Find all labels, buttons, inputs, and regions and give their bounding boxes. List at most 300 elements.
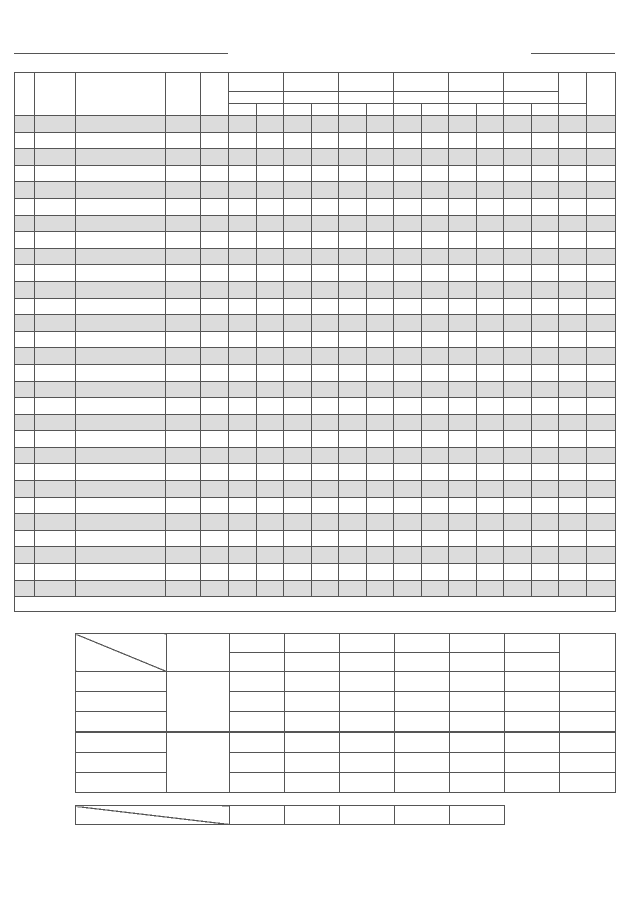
total-score-cell[interactable]: [559, 116, 587, 133]
age-cell[interactable]: [166, 364, 201, 381]
total-score-cell[interactable]: [559, 481, 587, 498]
staff-id-cell[interactable]: [35, 132, 76, 149]
stats-value-cell[interactable]: [505, 672, 560, 692]
total-eval-cell[interactable]: [587, 364, 616, 381]
name-cell[interactable]: [76, 215, 166, 232]
stats-value-cell[interactable]: [560, 773, 616, 793]
score-cell[interactable]: [257, 116, 284, 133]
score-cell[interactable]: [312, 315, 339, 332]
record-cell[interactable]: [229, 564, 257, 581]
score-cell[interactable]: [367, 215, 394, 232]
staff-id-cell[interactable]: [35, 464, 76, 481]
record-cell[interactable]: [504, 398, 532, 415]
record-cell[interactable]: [394, 398, 422, 415]
record-cell[interactable]: [284, 447, 312, 464]
total-score-cell[interactable]: [559, 364, 587, 381]
record-cell[interactable]: [449, 481, 477, 498]
total-score-cell[interactable]: [559, 381, 587, 398]
staff-id-cell[interactable]: [35, 381, 76, 398]
score-cell[interactable]: [532, 364, 559, 381]
score-cell[interactable]: [367, 331, 394, 348]
record-cell[interactable]: [394, 514, 422, 531]
name-cell[interactable]: [76, 132, 166, 149]
record-cell[interactable]: [284, 497, 312, 514]
score-cell[interactable]: [477, 265, 504, 282]
score-cell[interactable]: [312, 132, 339, 149]
record-cell[interactable]: [229, 497, 257, 514]
score-cell[interactable]: [532, 431, 559, 448]
score-cell[interactable]: [477, 132, 504, 149]
record-cell[interactable]: [394, 281, 422, 298]
record-cell[interactable]: [339, 198, 367, 215]
score-cell[interactable]: [312, 248, 339, 265]
name-cell[interactable]: [76, 116, 166, 133]
age-cell[interactable]: [166, 298, 201, 315]
record-cell[interactable]: [284, 348, 312, 365]
total-score-cell[interactable]: [559, 414, 587, 431]
score-cell[interactable]: [477, 232, 504, 249]
total-eval-cell[interactable]: [587, 547, 616, 564]
record-cell[interactable]: [449, 414, 477, 431]
score-cell[interactable]: [367, 381, 394, 398]
record-cell[interactable]: [229, 464, 257, 481]
total-score-cell[interactable]: [559, 149, 587, 166]
record-cell[interactable]: [504, 414, 532, 431]
record-cell[interactable]: [504, 116, 532, 133]
name-cell[interactable]: [76, 580, 166, 597]
gender-cell[interactable]: [201, 331, 229, 348]
stats-value-cell[interactable]: [505, 773, 560, 793]
record-cell[interactable]: [449, 315, 477, 332]
record-cell[interactable]: [394, 364, 422, 381]
score-cell[interactable]: [312, 149, 339, 166]
age-cell[interactable]: [166, 215, 201, 232]
total-eval-cell[interactable]: [587, 414, 616, 431]
score-cell[interactable]: [312, 182, 339, 199]
staff-id-cell[interactable]: [35, 348, 76, 365]
stats-value-cell[interactable]: [505, 753, 560, 773]
stats-value-cell[interactable]: [450, 672, 505, 692]
stats-value-cell[interactable]: [285, 773, 340, 793]
record-cell[interactable]: [284, 431, 312, 448]
age-cell[interactable]: [166, 580, 201, 597]
record-cell[interactable]: [284, 547, 312, 564]
score-cell[interactable]: [477, 298, 504, 315]
stats-value-cell[interactable]: [395, 753, 450, 773]
age-cell[interactable]: [166, 331, 201, 348]
score-cell[interactable]: [367, 564, 394, 581]
total-eval-cell[interactable]: [587, 132, 616, 149]
score-cell[interactable]: [532, 182, 559, 199]
score-cell[interactable]: [532, 530, 559, 547]
score-cell[interactable]: [422, 198, 449, 215]
record-cell[interactable]: [229, 348, 257, 365]
gender-cell[interactable]: [201, 116, 229, 133]
stats-value-cell[interactable]: [450, 773, 505, 793]
record-cell[interactable]: [339, 315, 367, 332]
record-cell[interactable]: [339, 348, 367, 365]
score-cell[interactable]: [422, 215, 449, 232]
name-cell[interactable]: [76, 248, 166, 265]
record-cell[interactable]: [284, 232, 312, 249]
record-cell[interactable]: [339, 232, 367, 249]
record-cell[interactable]: [284, 165, 312, 182]
name-cell[interactable]: [76, 149, 166, 166]
record-cell[interactable]: [284, 514, 312, 531]
score-cell[interactable]: [257, 315, 284, 332]
gender-cell[interactable]: [201, 165, 229, 182]
total-score-cell[interactable]: [559, 315, 587, 332]
total-eval-cell[interactable]: [587, 580, 616, 597]
record-cell[interactable]: [449, 398, 477, 415]
score-cell[interactable]: [422, 580, 449, 597]
score-cell[interactable]: [532, 580, 559, 597]
score-cell[interactable]: [477, 464, 504, 481]
stats-value-cell[interactable]: [505, 692, 560, 712]
stats-value-cell[interactable]: [230, 732, 285, 753]
record-cell[interactable]: [504, 331, 532, 348]
record-cell[interactable]: [284, 182, 312, 199]
record-cell[interactable]: [449, 364, 477, 381]
name-cell[interactable]: [76, 281, 166, 298]
record-cell[interactable]: [339, 281, 367, 298]
name-cell[interactable]: [76, 298, 166, 315]
stats-value-cell[interactable]: [395, 672, 450, 692]
score-cell[interactable]: [532, 248, 559, 265]
record-cell[interactable]: [229, 530, 257, 547]
record-cell[interactable]: [504, 182, 532, 199]
gender-cell[interactable]: [201, 265, 229, 282]
score-cell[interactable]: [477, 514, 504, 531]
record-cell[interactable]: [394, 497, 422, 514]
total-score-cell[interactable]: [559, 564, 587, 581]
record-cell[interactable]: [229, 514, 257, 531]
stats-value-cell[interactable]: [505, 712, 560, 733]
score-cell[interactable]: [477, 248, 504, 265]
score-cell[interactable]: [422, 431, 449, 448]
score-cell[interactable]: [367, 447, 394, 464]
score-cell[interactable]: [312, 265, 339, 282]
record-cell[interactable]: [504, 232, 532, 249]
score-cell[interactable]: [477, 481, 504, 498]
record-cell[interactable]: [449, 447, 477, 464]
name-cell[interactable]: [76, 348, 166, 365]
record-cell[interactable]: [449, 331, 477, 348]
record-cell[interactable]: [394, 414, 422, 431]
score-cell[interactable]: [477, 580, 504, 597]
record-cell[interactable]: [394, 431, 422, 448]
count-cell[interactable]: [167, 732, 230, 793]
score-cell[interactable]: [477, 116, 504, 133]
record-cell[interactable]: [394, 564, 422, 581]
score-cell[interactable]: [477, 348, 504, 365]
record-cell[interactable]: [339, 149, 367, 166]
name-cell[interactable]: [76, 398, 166, 415]
record-cell[interactable]: [339, 464, 367, 481]
gender-cell[interactable]: [201, 580, 229, 597]
score-cell[interactable]: [477, 414, 504, 431]
record-cell[interactable]: [504, 165, 532, 182]
score-cell[interactable]: [257, 165, 284, 182]
gender-cell[interactable]: [201, 447, 229, 464]
gender-cell[interactable]: [201, 547, 229, 564]
score-cell[interactable]: [312, 232, 339, 249]
total-score-cell[interactable]: [559, 215, 587, 232]
score-cell[interactable]: [312, 298, 339, 315]
score-cell[interactable]: [257, 149, 284, 166]
staff-id-cell[interactable]: [35, 265, 76, 282]
stats-value-cell[interactable]: [230, 753, 285, 773]
record-cell[interactable]: [504, 564, 532, 581]
record-cell[interactable]: [504, 248, 532, 265]
gender-cell[interactable]: [201, 497, 229, 514]
score-cell[interactable]: [257, 182, 284, 199]
stats-value-cell[interactable]: [340, 753, 395, 773]
record-cell[interactable]: [394, 464, 422, 481]
stats-value-cell[interactable]: [395, 712, 450, 733]
gender-cell[interactable]: [201, 215, 229, 232]
score-cell[interactable]: [367, 464, 394, 481]
record-cell[interactable]: [449, 298, 477, 315]
score-cell[interactable]: [422, 530, 449, 547]
record-cell[interactable]: [394, 132, 422, 149]
record-cell[interactable]: [504, 265, 532, 282]
score-cell[interactable]: [477, 364, 504, 381]
record-cell[interactable]: [284, 331, 312, 348]
staff-id-cell[interactable]: [35, 149, 76, 166]
record-cell[interactable]: [504, 149, 532, 166]
score-cell[interactable]: [367, 248, 394, 265]
total-eval-cell[interactable]: [587, 348, 616, 365]
record-cell[interactable]: [284, 580, 312, 597]
record-cell[interactable]: [339, 132, 367, 149]
score-cell[interactable]: [422, 398, 449, 415]
score-cell[interactable]: [367, 580, 394, 597]
score-cell[interactable]: [532, 464, 559, 481]
score-cell[interactable]: [367, 298, 394, 315]
score-cell[interactable]: [312, 530, 339, 547]
score-cell[interactable]: [477, 182, 504, 199]
record-cell[interactable]: [284, 414, 312, 431]
score-cell[interactable]: [532, 398, 559, 415]
age-cell[interactable]: [166, 464, 201, 481]
record-cell[interactable]: [339, 116, 367, 133]
score-cell[interactable]: [532, 165, 559, 182]
age-cell[interactable]: [166, 132, 201, 149]
gender-cell[interactable]: [201, 364, 229, 381]
record-cell[interactable]: [339, 165, 367, 182]
record-cell[interactable]: [339, 447, 367, 464]
staff-id-cell[interactable]: [35, 215, 76, 232]
score-cell[interactable]: [257, 348, 284, 365]
record-cell[interactable]: [449, 281, 477, 298]
record-cell[interactable]: [339, 414, 367, 431]
score-cell[interactable]: [532, 232, 559, 249]
score-cell[interactable]: [367, 182, 394, 199]
record-cell[interactable]: [339, 497, 367, 514]
record-cell[interactable]: [504, 298, 532, 315]
age-cell[interactable]: [166, 165, 201, 182]
total-eval-cell[interactable]: [587, 298, 616, 315]
total-eval-cell[interactable]: [587, 530, 616, 547]
score-cell[interactable]: [477, 398, 504, 415]
total-eval-cell[interactable]: [587, 116, 616, 133]
record-cell[interactable]: [449, 564, 477, 581]
record-cell[interactable]: [339, 215, 367, 232]
score-cell[interactable]: [367, 414, 394, 431]
gender-cell[interactable]: [201, 414, 229, 431]
record-cell[interactable]: [339, 265, 367, 282]
score-cell[interactable]: [422, 182, 449, 199]
stats-value-cell[interactable]: [450, 712, 505, 733]
score-cell[interactable]: [257, 331, 284, 348]
score-cell[interactable]: [312, 431, 339, 448]
score-cell[interactable]: [312, 414, 339, 431]
score-cell[interactable]: [312, 580, 339, 597]
score-cell[interactable]: [532, 348, 559, 365]
record-cell[interactable]: [339, 248, 367, 265]
record-cell[interactable]: [229, 198, 257, 215]
record-cell[interactable]: [449, 580, 477, 597]
record-cell[interactable]: [394, 165, 422, 182]
staff-id-cell[interactable]: [35, 514, 76, 531]
record-cell[interactable]: [504, 315, 532, 332]
staff-id-cell[interactable]: [35, 116, 76, 133]
record-cell[interactable]: [394, 481, 422, 498]
record-cell[interactable]: [284, 265, 312, 282]
score-cell[interactable]: [532, 315, 559, 332]
score-cell[interactable]: [422, 298, 449, 315]
record-cell[interactable]: [229, 281, 257, 298]
score-cell[interactable]: [422, 132, 449, 149]
total-eval-cell[interactable]: [587, 398, 616, 415]
record-cell[interactable]: [504, 580, 532, 597]
record-cell[interactable]: [229, 398, 257, 415]
name-cell[interactable]: [76, 464, 166, 481]
score-cell[interactable]: [312, 215, 339, 232]
score-cell[interactable]: [367, 198, 394, 215]
record-cell[interactable]: [504, 132, 532, 149]
record-cell[interactable]: [504, 530, 532, 547]
gender-cell[interactable]: [201, 132, 229, 149]
age-cell[interactable]: [166, 149, 201, 166]
score-cell[interactable]: [477, 381, 504, 398]
stats-value-cell[interactable]: [560, 692, 616, 712]
record-cell[interactable]: [449, 497, 477, 514]
record-cell[interactable]: [449, 248, 477, 265]
score-cell[interactable]: [257, 265, 284, 282]
name-cell[interactable]: [76, 315, 166, 332]
total-eval-cell[interactable]: [587, 248, 616, 265]
record-cell[interactable]: [449, 514, 477, 531]
score-cell[interactable]: [422, 464, 449, 481]
score-cell[interactable]: [257, 381, 284, 398]
stats-value-cell[interactable]: [395, 732, 450, 753]
age-cell[interactable]: [166, 281, 201, 298]
score-cell[interactable]: [367, 530, 394, 547]
record-cell[interactable]: [284, 198, 312, 215]
age-cell[interactable]: [166, 182, 201, 199]
record-cell[interactable]: [394, 198, 422, 215]
score-cell[interactable]: [367, 265, 394, 282]
score-cell[interactable]: [367, 116, 394, 133]
score-cell[interactable]: [477, 215, 504, 232]
total-eval-cell[interactable]: [587, 149, 616, 166]
total-score-cell[interactable]: [559, 165, 587, 182]
gender-cell[interactable]: [201, 431, 229, 448]
score-cell[interactable]: [367, 281, 394, 298]
score-cell[interactable]: [532, 514, 559, 531]
age-cell[interactable]: [166, 232, 201, 249]
record-cell[interactable]: [394, 116, 422, 133]
score-cell[interactable]: [477, 149, 504, 166]
record-cell[interactable]: [394, 182, 422, 199]
staff-id-cell[interactable]: [35, 414, 76, 431]
age-cell[interactable]: [166, 414, 201, 431]
gender-cell[interactable]: [201, 564, 229, 581]
staff-id-cell[interactable]: [35, 447, 76, 464]
staff-id-cell[interactable]: [35, 298, 76, 315]
staff-id-cell[interactable]: [35, 364, 76, 381]
stats-value-cell[interactable]: [340, 672, 395, 692]
age-cell[interactable]: [166, 348, 201, 365]
score-cell[interactable]: [257, 514, 284, 531]
score-cell[interactable]: [367, 398, 394, 415]
record-cell[interactable]: [339, 514, 367, 531]
total-score-cell[interactable]: [559, 514, 587, 531]
score-cell[interactable]: [422, 414, 449, 431]
staff-id-cell[interactable]: [35, 398, 76, 415]
gender-cell[interactable]: [201, 481, 229, 498]
staff-id-cell[interactable]: [35, 431, 76, 448]
score-cell[interactable]: [367, 514, 394, 531]
score-cell[interactable]: [477, 331, 504, 348]
score-cell[interactable]: [532, 497, 559, 514]
record-cell[interactable]: [284, 381, 312, 398]
record-cell[interactable]: [394, 331, 422, 348]
record-cell[interactable]: [339, 547, 367, 564]
record-cell[interactable]: [229, 331, 257, 348]
gender-cell[interactable]: [201, 381, 229, 398]
name-cell[interactable]: [76, 497, 166, 514]
stats-value-cell[interactable]: [285, 753, 340, 773]
score-cell[interactable]: [312, 514, 339, 531]
score-cell[interactable]: [422, 348, 449, 365]
score-cell[interactable]: [257, 431, 284, 448]
total-eval-cell[interactable]: [587, 447, 616, 464]
stats-value-cell[interactable]: [560, 672, 616, 692]
staff-id-cell[interactable]: [35, 232, 76, 249]
total-eval-cell[interactable]: [587, 281, 616, 298]
score-cell[interactable]: [477, 547, 504, 564]
staff-id-cell[interactable]: [35, 248, 76, 265]
record-cell[interactable]: [339, 481, 367, 498]
record-cell[interactable]: [229, 481, 257, 498]
stats-value-cell[interactable]: [450, 692, 505, 712]
score-cell[interactable]: [257, 248, 284, 265]
score-cell[interactable]: [532, 116, 559, 133]
record-cell[interactable]: [339, 381, 367, 398]
score-cell[interactable]: [312, 165, 339, 182]
record-cell[interactable]: [284, 116, 312, 133]
total-eval-cell[interactable]: [587, 464, 616, 481]
record-cell[interactable]: [284, 398, 312, 415]
record-cell[interactable]: [449, 182, 477, 199]
total-eval-cell[interactable]: [587, 198, 616, 215]
record-cell[interactable]: [504, 431, 532, 448]
score-cell[interactable]: [257, 198, 284, 215]
gender-cell[interactable]: [201, 198, 229, 215]
